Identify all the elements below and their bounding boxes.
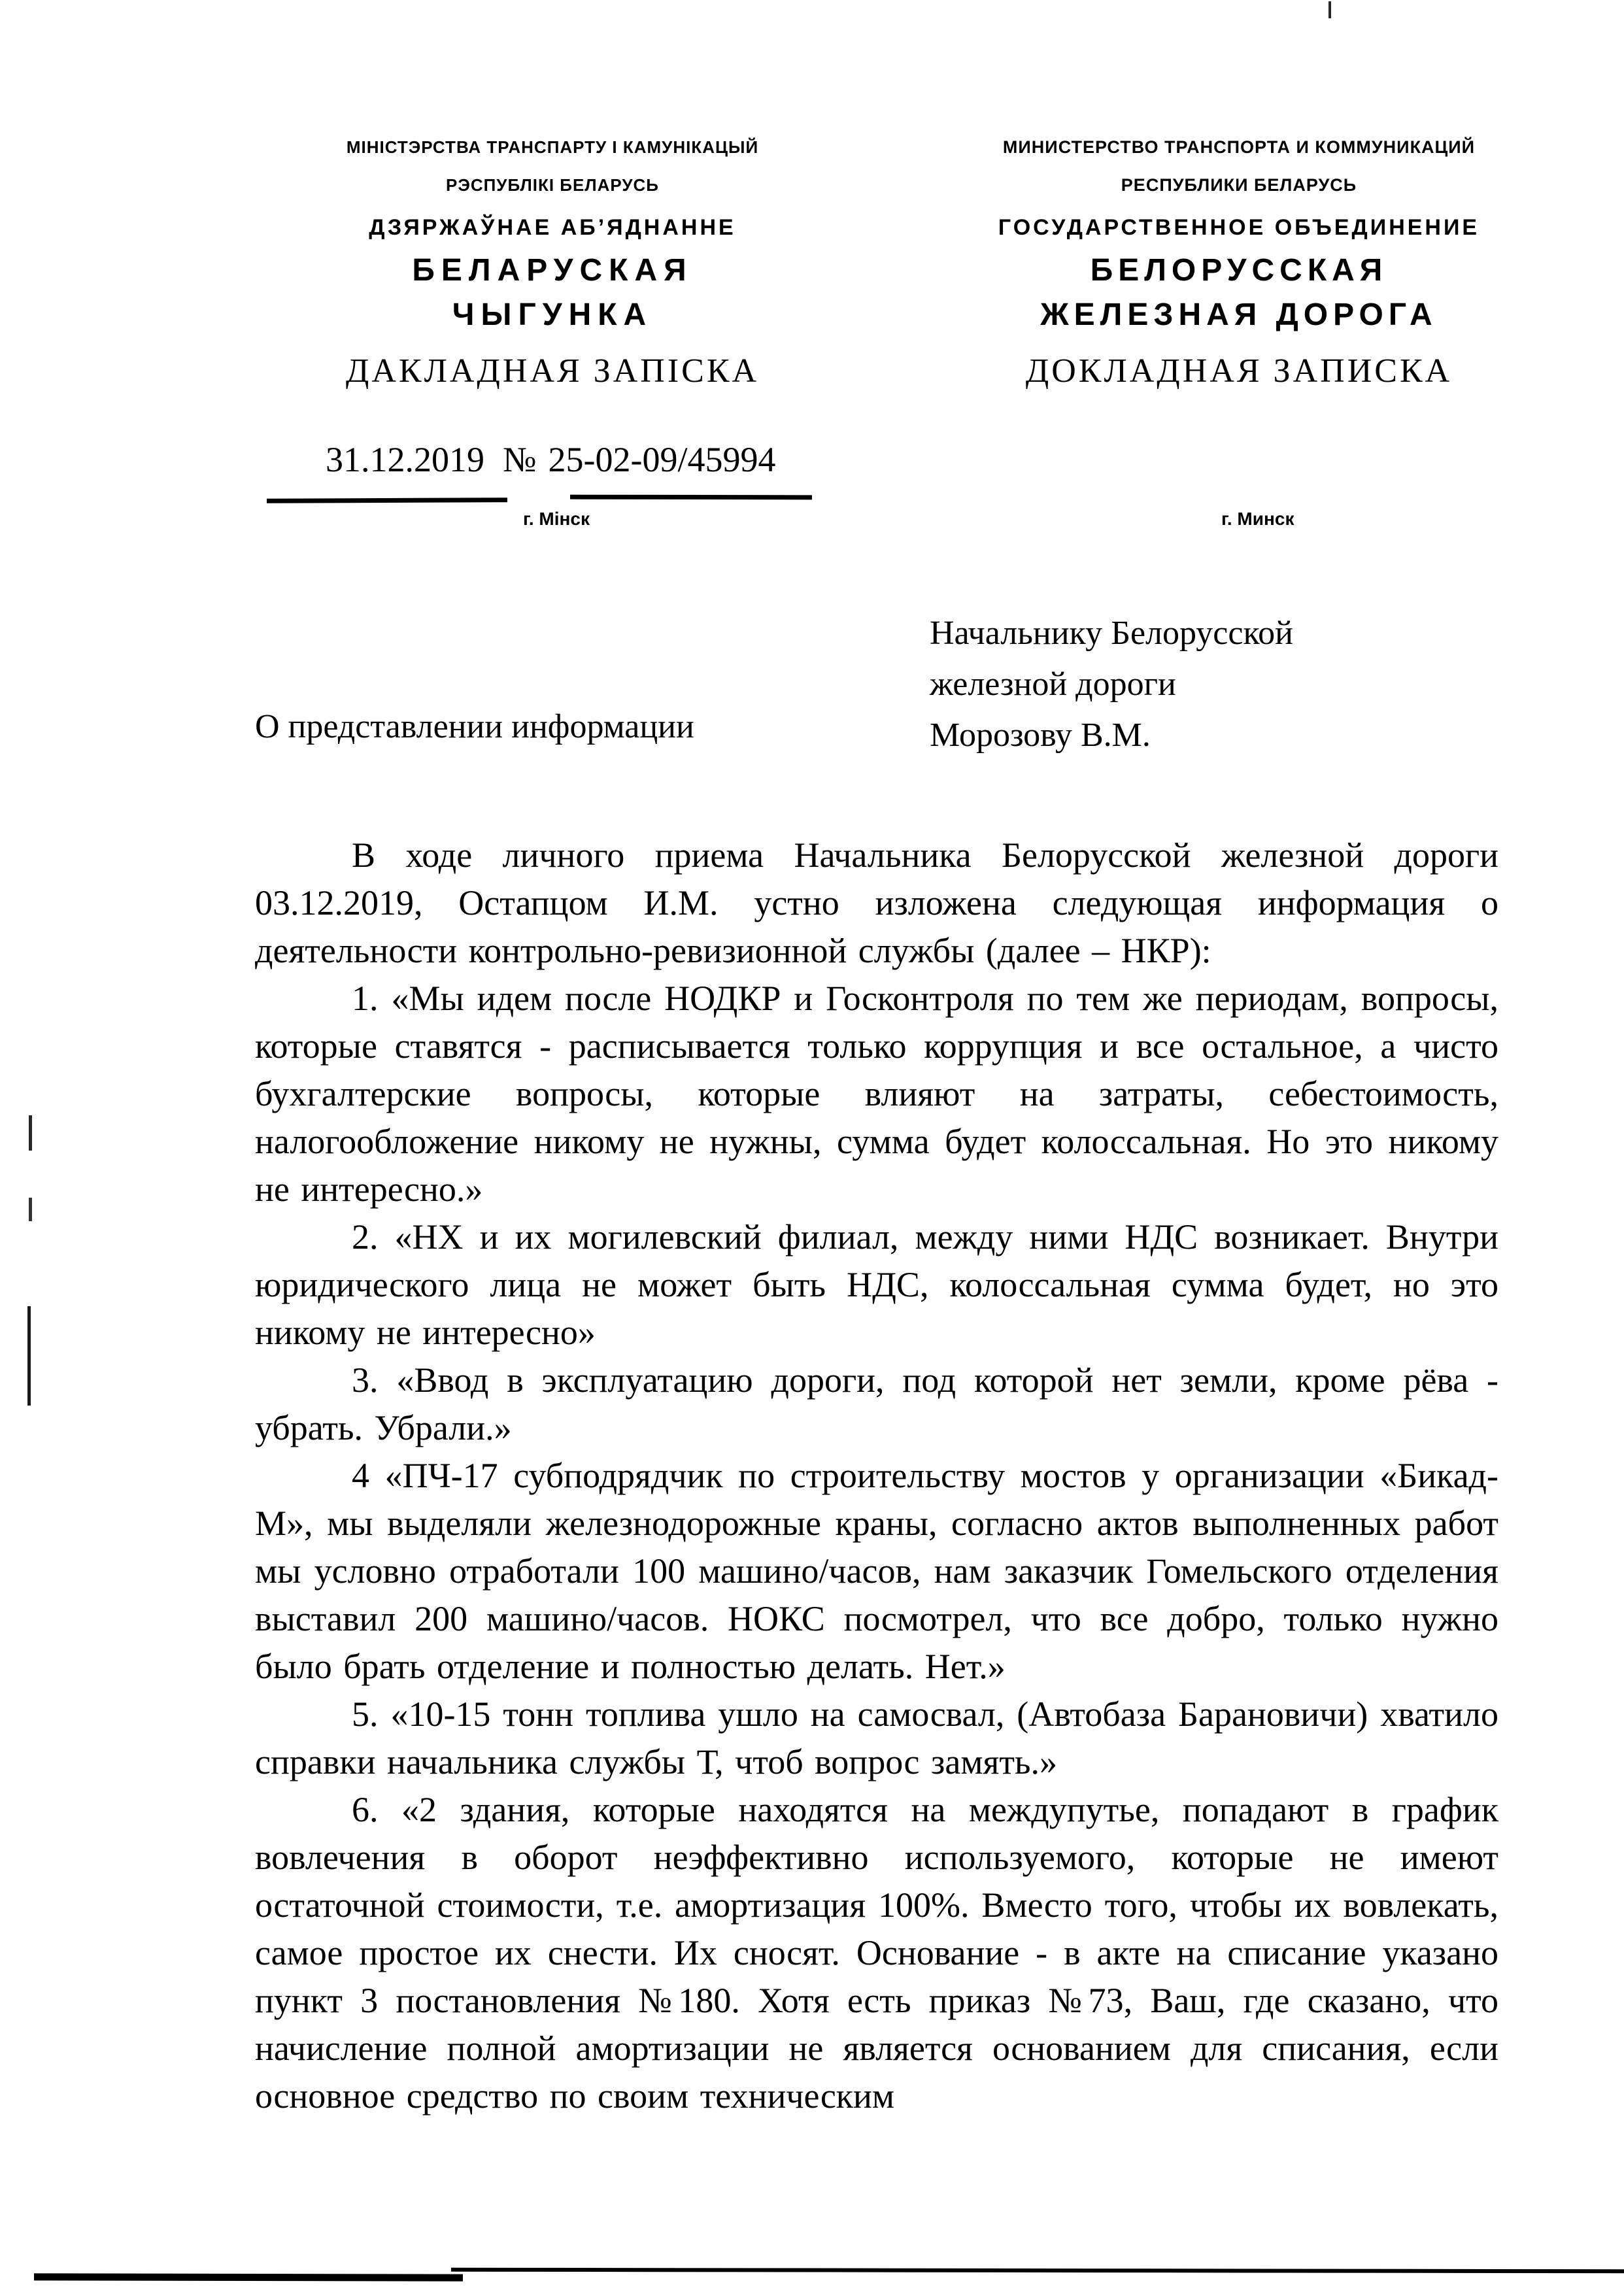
doc-type-title-by: ДАКЛАДНАЯ ЗАПІСКА xyxy=(345,352,760,390)
city-label-by: г. Мінск xyxy=(523,509,590,529)
number-underline-right xyxy=(570,495,812,500)
ministry-name-line2-ru: РЕСПУБЛИКИ БЕЛАРУСЬ xyxy=(1121,175,1357,195)
body-paragraph-item1: 1. «Мы идем после НОДКР и Госконтроля по тем же периодам, вопросы, которые ставятся - расписывается только коррупция и все остальное, а чисто бухгалтерские вопросы, которые влияют на затраты, себестоимость, налогообложение никому не нужны, сумма будет колоссальная. Но это никому не интересно.» xyxy=(255,979,1498,1209)
scan-artifact xyxy=(34,2273,463,2281)
city-label-ru: г. Минск xyxy=(1221,509,1294,529)
body-paragraph-item5: 5. «10-15 тонн топлива ушло на самосвал, (Автобаза Барановичи) хватило справки начальника службы Т, чтоб вопрос замять.» xyxy=(255,1695,1498,1781)
org-name-line1-ru: БЕЛОРУССКАЯ xyxy=(1090,253,1388,288)
number-sign: № xyxy=(503,440,537,479)
scan-artifact xyxy=(27,1306,31,1406)
org-type-by: ДЗЯРЖАЎНАЕ АБ’ЯДНАННЕ xyxy=(369,215,736,240)
letterhead-belarusian xyxy=(255,128,850,391)
org-name-line1-by: БЕЛАРУСКАЯ xyxy=(412,253,693,288)
body-paragraph-intro: В ходе личного приема Начальника Белорусской железной дороги 03.12.2019, Остапцом И.М. устно изложена следующая информация о деятельности контрольно-ревизионной службы (далее – НКР): xyxy=(255,835,1498,970)
org-name-line2-by: ЧЫГУНКА xyxy=(452,297,653,332)
document-date: 31.12.2019 xyxy=(326,440,484,479)
body-paragraph-item3: 3. «Ввод в эксплуатацию дороги, под которой нет земли, кроме рёва - убрать. Убрали.» xyxy=(255,1360,1498,1447)
date-underline-left xyxy=(267,498,507,503)
scan-artifact xyxy=(29,1198,32,1221)
doc-type-title-ru: ДОКЛАДНАЯ ЗАПИСКА xyxy=(1025,352,1453,390)
body-paragraph-item2: 2. «НХ и их могилевский филиал, между ними НДС возникает. Внутри юридического лица не может быть НДС, колоссальная сумма будет, но это никому не интересно» xyxy=(255,1217,1498,1352)
memo-body xyxy=(255,832,1498,2120)
addressee-line: Морозову В.М. xyxy=(930,717,1151,754)
addressee-line: Начальнику Белорусской xyxy=(930,615,1293,652)
body-paragraph-item4: 4 «ПЧ-17 субподрядчик по строительству мостов у организации «Бикад-М», мы выделяли железнодорожные краны, согласно актов выполненных работ мы условно отработали 100 машино/часов, нам заказчик Гомельского отделения выставил 200 машино/часов. НОКС посмотрел, что все добро, только нужно было брать отделение и полностью делать. Нет.» xyxy=(255,1456,1498,1686)
scan-artifact xyxy=(451,2268,1624,2274)
body-paragraph-item6: 6. «2 здания, которые находятся на междупутье, попадают в график вовлечения в оборот неэффективно используемого, которые не имеют остаточной стоимости, т.е. амортизация 100%. Вместо того, чтобы их вовлекать, самое простое их снести. Их сносят. Основание - в акте на списание указано пункт 3 постановления №180. Хотя есть приказ №73, Ваш, где сказано, что начисление полной амортизации не является основанием для списания, если основное средство по своим техническим xyxy=(255,1790,1498,2116)
ministry-name-line1-by: МІНІСТЭРСТВА ТРАНСПАРТУ І КАМУНІКАЦЫЙ xyxy=(346,137,759,157)
ministry-name-line2-by: РЭСПУБЛІКІ БЕЛАРУСЬ xyxy=(446,175,659,195)
document-number: 25-02-09/45994 xyxy=(548,440,776,479)
scan-artifact xyxy=(29,1115,32,1151)
ministry-name-line1-ru: МИНИСТЕРСТВО ТРАНСПОРТА И КОММУНИКАЦИЙ xyxy=(1002,137,1476,157)
addressee-line: железной дороги xyxy=(930,666,1176,703)
org-name-line2-ru: ЖЕЛЕЗНАЯ ДОРОГА xyxy=(1040,297,1438,332)
date-number-row xyxy=(326,439,776,480)
letterhead-russian xyxy=(941,128,1536,391)
subject-line: О представлении информации xyxy=(255,708,694,745)
org-type-ru: ГОСУДАРСТВЕННОЕ ОБЪЕДИНЕНИЕ xyxy=(998,215,1480,240)
addressee-block xyxy=(930,608,1293,761)
scan-artifact xyxy=(1328,1,1331,18)
